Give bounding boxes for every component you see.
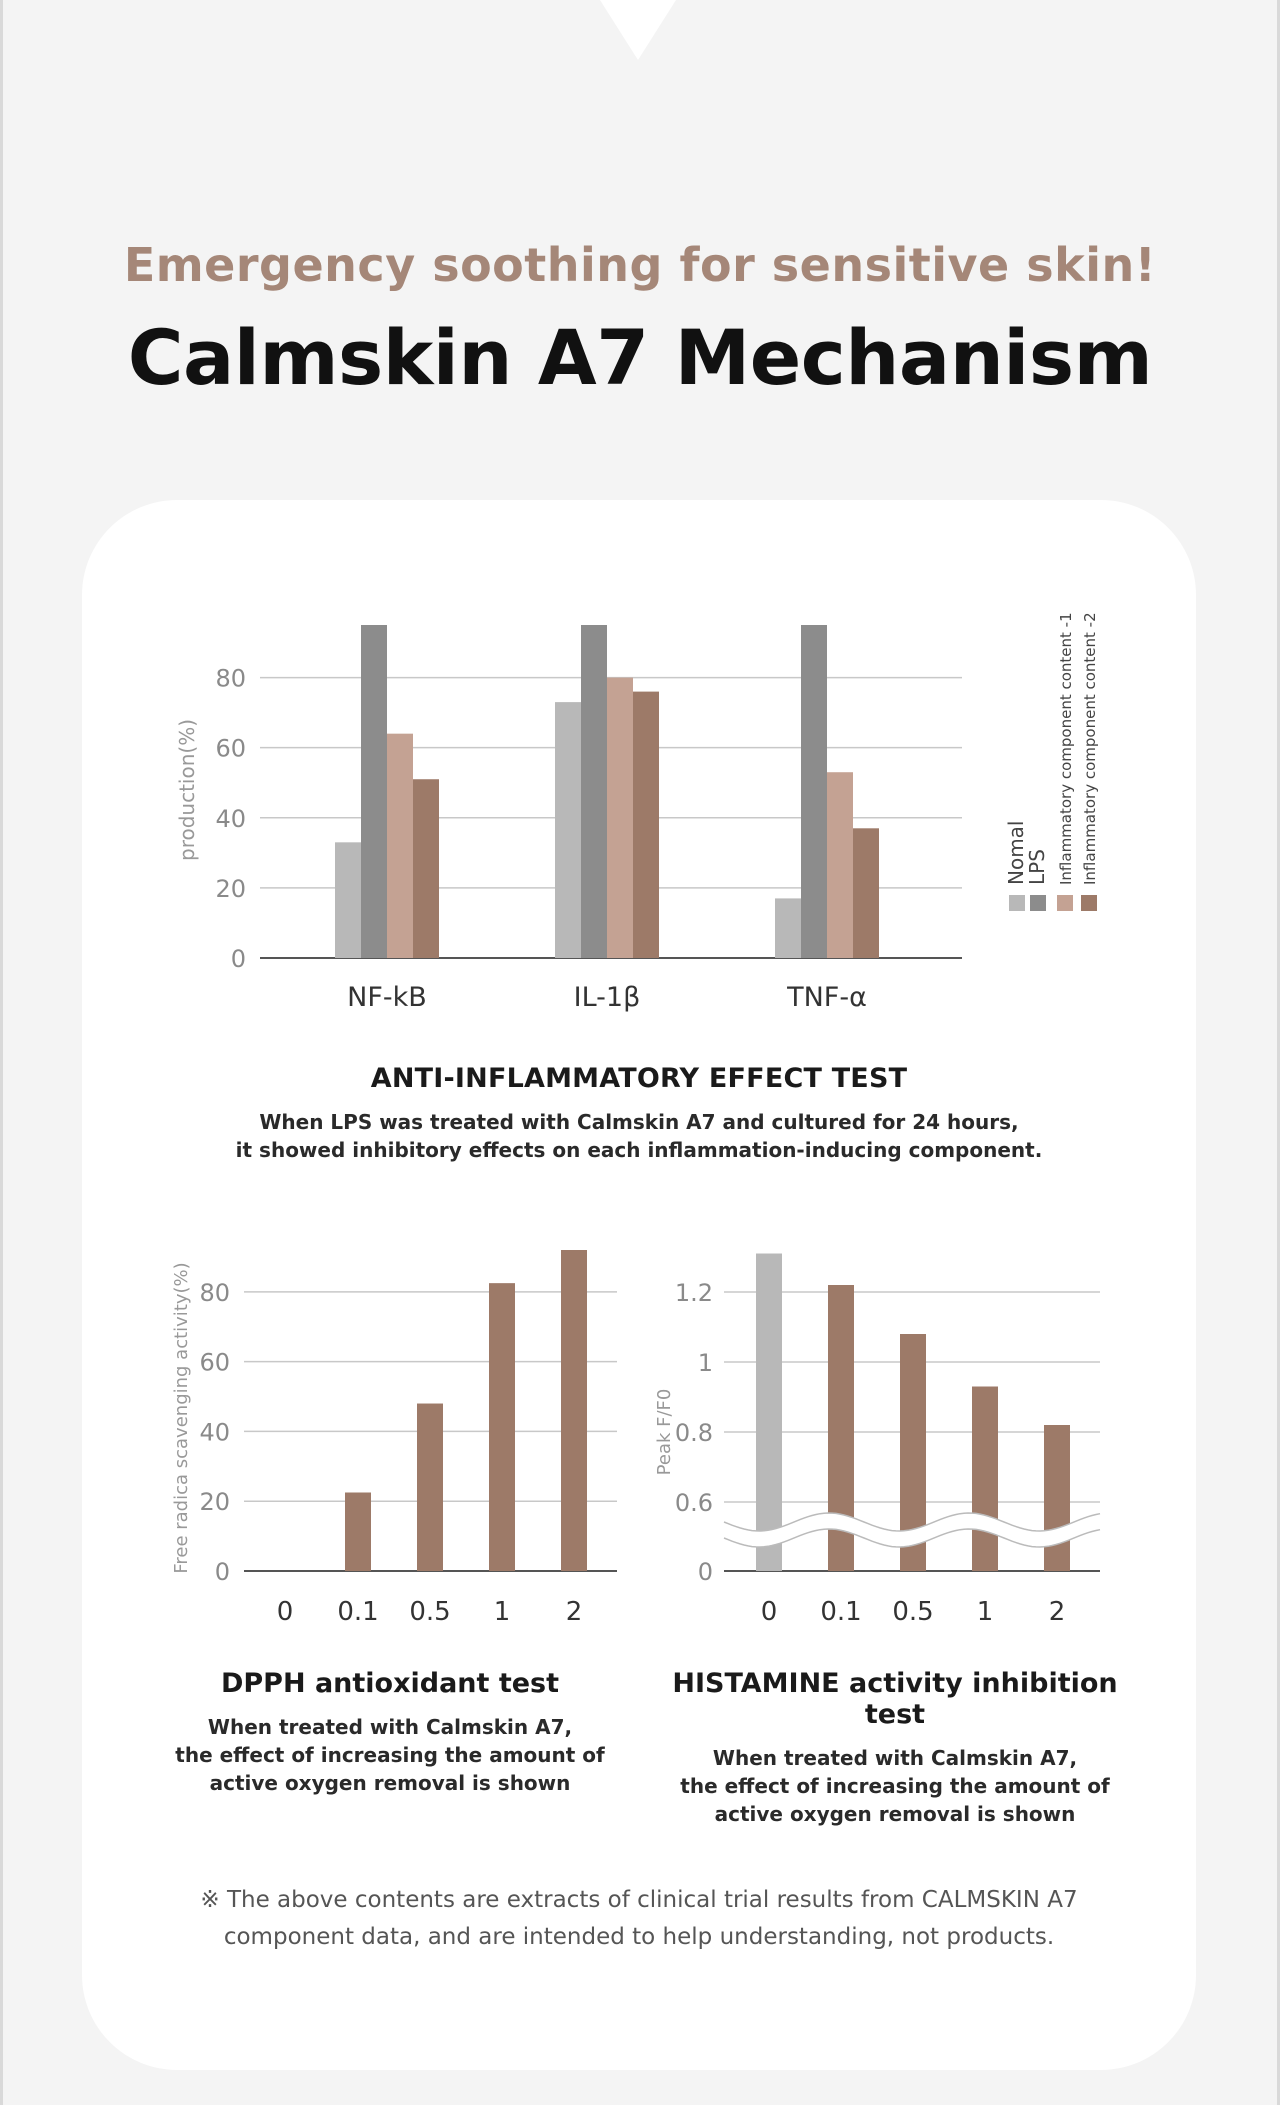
x-tick-label: 1: [493, 1597, 511, 1627]
histamine-desc-line3: active oxygen removal is shown: [714, 1802, 1076, 1826]
x-tick-label: 0.1: [820, 1597, 862, 1627]
y-tick-label: 1: [697, 1349, 713, 1377]
x-tick-label: 2: [565, 1597, 583, 1627]
y-axis-label: production(%): [175, 718, 199, 862]
dpph-desc-line1: When treated with Calmskin A7,: [207, 1715, 573, 1739]
bar-dose-0: [756, 1254, 782, 1572]
page-subtitle: Emergency soothing for sensitive skin!: [123, 238, 1157, 292]
x-tick-label: 1: [976, 1597, 994, 1627]
dpph-title: DPPH antioxidant test: [220, 1668, 560, 1699]
y-tick-label: 1.2: [674, 1279, 713, 1307]
anti-inflammatory-desc-line2: it showed inhibitory effects on each inflammation-inducing component.: [235, 1138, 1043, 1162]
dpph-caption: [150, 1668, 630, 1797]
histamine-desc-line1: When treated with Calmskin A7,: [712, 1746, 1078, 1770]
page-title: Calmskin A7 Mechanism: [127, 313, 1153, 402]
bar-dose-1: [972, 1387, 998, 1572]
dpph-desc-line2: the effect of increasing the amount of: [175, 1743, 605, 1767]
legend-label-2: Inflammatory component content -1: [1057, 612, 1075, 885]
y-tick-label: 40: [215, 804, 246, 833]
y-tick-label: 20: [199, 1488, 230, 1517]
y-tick-label: 20: [215, 874, 246, 903]
x-tick-label: 0.5: [892, 1597, 934, 1627]
histamine-title: HISTAMINE activity inhibition test: [672, 1668, 1118, 1730]
histamine-caption: [640, 1668, 1150, 1828]
x-tick-label: 0: [760, 1597, 778, 1627]
y-tick-label: 0.8: [674, 1419, 713, 1447]
x-tick-label: 0.1: [337, 1597, 379, 1627]
histamine-desc-line2: the effect of increasing the amount of: [680, 1774, 1110, 1798]
y-tick-label: 0: [214, 1558, 230, 1586]
y-tick-label: 0: [697, 1558, 713, 1586]
legend-label-1: LPS: [1025, 849, 1049, 885]
y-tick-label: 60: [215, 734, 246, 763]
legend-label-0: Nomal: [1004, 820, 1028, 885]
anti-inflammatory-title: ANTI-INFLAMMATORY EFFECT TEST: [370, 1063, 908, 1094]
x-tick-label: NF-kB: [347, 982, 427, 1013]
dpph-desc-line3: active oxygen removal is shown: [209, 1771, 571, 1795]
y-tick-label: 80: [215, 664, 246, 693]
y-tick-label: 60: [199, 1348, 230, 1377]
legend-label-3: Inflammatory component content -2: [1081, 612, 1099, 885]
footnote-line2: component data, and are intended to help understanding, not products.: [223, 1924, 1055, 1950]
footnote-line1: ※ The above contents are extracts of clinical trial results from CALMSKIN A7: [200, 1887, 1078, 1913]
x-tick-label: 0: [276, 1597, 294, 1627]
x-tick-label: IL-1β: [573, 982, 641, 1013]
x-tick-label: TNF-α: [787, 982, 867, 1013]
x-tick-label: 0.5: [409, 1597, 451, 1627]
y-axis-label: Free radica scavenging activity(%): [171, 1262, 192, 1574]
footnote: [82, 1882, 1196, 1956]
y-tick-label: 80: [199, 1278, 230, 1307]
x-tick-label: 2: [1048, 1597, 1066, 1627]
y-tick-label: 0: [230, 945, 246, 973]
bar-dose-2: [1044, 1425, 1070, 1571]
anti-inflammatory-desc-line1: When LPS was treated with Calmskin A7 and cultured for 24 hours,: [259, 1110, 1019, 1134]
y-axis-label: Peak F/F0: [654, 1388, 675, 1476]
y-tick-label: 40: [199, 1418, 230, 1447]
y-tick-label: 0.6: [674, 1489, 713, 1517]
